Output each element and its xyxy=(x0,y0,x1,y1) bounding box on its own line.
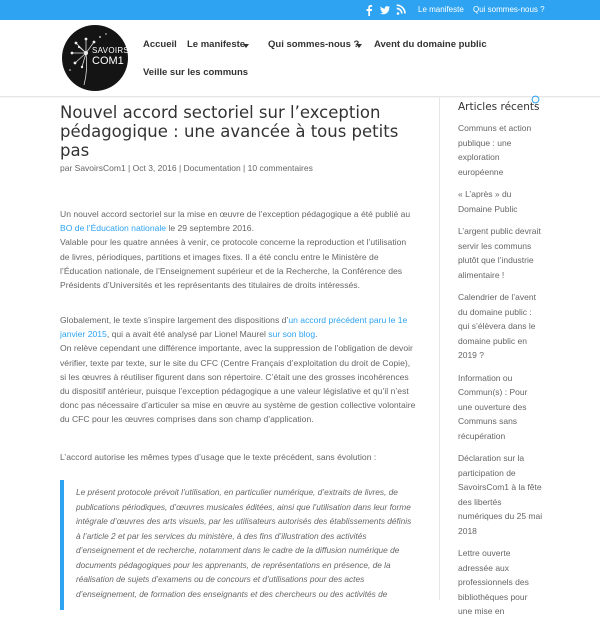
bo-education-link[interactable]: BO de l’Éducation nationale xyxy=(60,223,167,234)
paragraph-3: L’accord autorise les mêmes types d’usage que le texte précédent, sans évolution : xyxy=(60,452,377,462)
chevron-down-icon xyxy=(243,44,249,48)
recent-post-link[interactable]: Calendrier de l’avent du domaine public : qui s’élèvera dans le domaine public en 2019 ? xyxy=(458,292,536,360)
paragraph-text: . xyxy=(315,329,318,340)
paragraph-text: Globalement, le texte s’inspire largement des dispositions d’ xyxy=(60,315,289,325)
logo-text-com1: COM1 xyxy=(92,55,124,67)
chevron-down-icon xyxy=(356,44,362,48)
sidebar-title: Articles récents xyxy=(458,101,540,113)
blog-link[interactable]: sur son blog xyxy=(268,329,316,340)
nav-item-veille[interactable]: Veille sur les communs xyxy=(143,67,249,78)
logo-text-savoirs: SAVOIRS xyxy=(92,46,130,55)
meta-separator: | xyxy=(125,163,133,173)
author-link[interactable]: SavoirsCom1 xyxy=(74,163,126,173)
recent-post-link[interactable]: Communs et action publique : une exploration européenne xyxy=(458,123,532,177)
rss-icon[interactable] xyxy=(395,3,407,17)
quote-block xyxy=(60,480,416,610)
recent-post-link[interactable]: « L’après » du Domaine Public xyxy=(458,189,518,214)
toplink-manifeste[interactable]: Le manifeste xyxy=(418,5,464,14)
post-meta xyxy=(60,163,313,173)
site-logo[interactable] xyxy=(62,25,128,91)
quote-text: Le présent protocole prévoit l’utilisation, en particulier numérique, d’extraits de livres, de publications périodiques, d’œuvres musicales éditées, ainsi que l’utilisation dans leur forme intégrale d’œuvres des arts visuels, par les utilisateurs autorisés des établissements définis à l’article 2 et par les services du ministère, à des fins d’illustration des activités d’enseignement et de recherche, notamment dans le cadre de la diffusion numérique de documents pédagogiques pour les apprenants, de représentations en présence, de la réalisation de sujets d’examens ou de concours et d’utilisations pour des actes d’enseignement, de formation des enseignants et des chercheurs ou des activités de xyxy=(76,487,412,599)
recent-post-link[interactable]: L’argent public devrait servir les communs plutôt que l’industrie alimentaire ! xyxy=(458,226,541,280)
post-date: Oct 3, 2016 xyxy=(132,163,177,173)
paragraph-text: On relève cependant une différence importante, avec la suppression de l’obligation de devoir vérifier, texte par texte, sur le site du CFC (Centre Français d’exploitation du droit de Copie), si les œuvres à réutiliser figurent dans son répertoire. C’était une des grosses incohérences du dispositif antérieur, puisque l’exception pédagogique a une valeur législative et qu’il n’est donc pas nécessaire d’articuler sa mise en œuvre au système de gestion collective volontaire du CFC pour les œuvres comprises dans son champ d’application. xyxy=(60,343,416,425)
sidebar-divider xyxy=(439,97,440,600)
paragraph-1 xyxy=(60,207,416,292)
recent-post-link[interactable]: Déclaration sur la participation de SavoirsCom1 à la fête des libertés numériques du 25 mai 2018 xyxy=(458,453,543,536)
paragraph-text: , qui a avait été analysé par Lionel Maurel xyxy=(106,329,269,340)
nav-item-avent[interactable]: Avent du domaine public xyxy=(374,39,487,50)
site-header xyxy=(0,20,600,97)
recent-post-link[interactable]: Lettre ouverte adressée aux professionnels des bibliothèques pour une mise en xyxy=(458,548,529,616)
nav-item-accueil[interactable]: Accueil xyxy=(143,39,177,50)
paragraph-text: Valable pour les quatre années à venir, ce protocole concerne la reproduction et l’utilisation de livres, périodiques, partitions et images fixes. Il a été conclu entre le Ministère de l’Éducation nationale, de l’Enseignement supérieur et de la Recherche, la Conférence des Présidents d’Universités et les représentants des titulaires de droits intéressés. xyxy=(60,237,407,291)
meta-separator: | xyxy=(176,163,184,173)
twitter-icon[interactable] xyxy=(379,3,391,17)
meta-prefix: par xyxy=(60,163,75,173)
comments-link[interactable]: 10 commentaires xyxy=(247,163,313,173)
toplink-qui-sommes-nous[interactable]: Qui sommes-nous ? xyxy=(473,5,545,14)
recent-posts-list xyxy=(458,121,543,627)
meta-separator: | xyxy=(240,163,248,173)
recent-post-link[interactable]: Information ou Commun(s) : Pour une ouverture des Communs sans récupération xyxy=(458,372,528,441)
category-link[interactable]: Documentation xyxy=(183,163,241,173)
paragraph-text: Un nouvel accord sectoriel sur la mise en œuvre de l’exception pédagogique a été publié au xyxy=(60,209,411,219)
article-title: Nouvel accord sectoriel sur l’exception pédagogique : une avancée à tous petits pas xyxy=(60,103,399,160)
paragraph-2 xyxy=(60,313,416,427)
paragraph-text: le 29 septembre 2016. xyxy=(166,223,254,234)
previous-accord-link[interactable]: un accord précédent paru le 1e janvier 2015 xyxy=(60,315,408,340)
facebook-icon[interactable] xyxy=(363,3,375,17)
nav-item-qui-sommes-nous[interactable]: Qui sommes-nous ? xyxy=(268,39,360,50)
nav-item-manifeste[interactable]: Le manifeste xyxy=(187,39,246,50)
top-bar xyxy=(0,0,600,20)
